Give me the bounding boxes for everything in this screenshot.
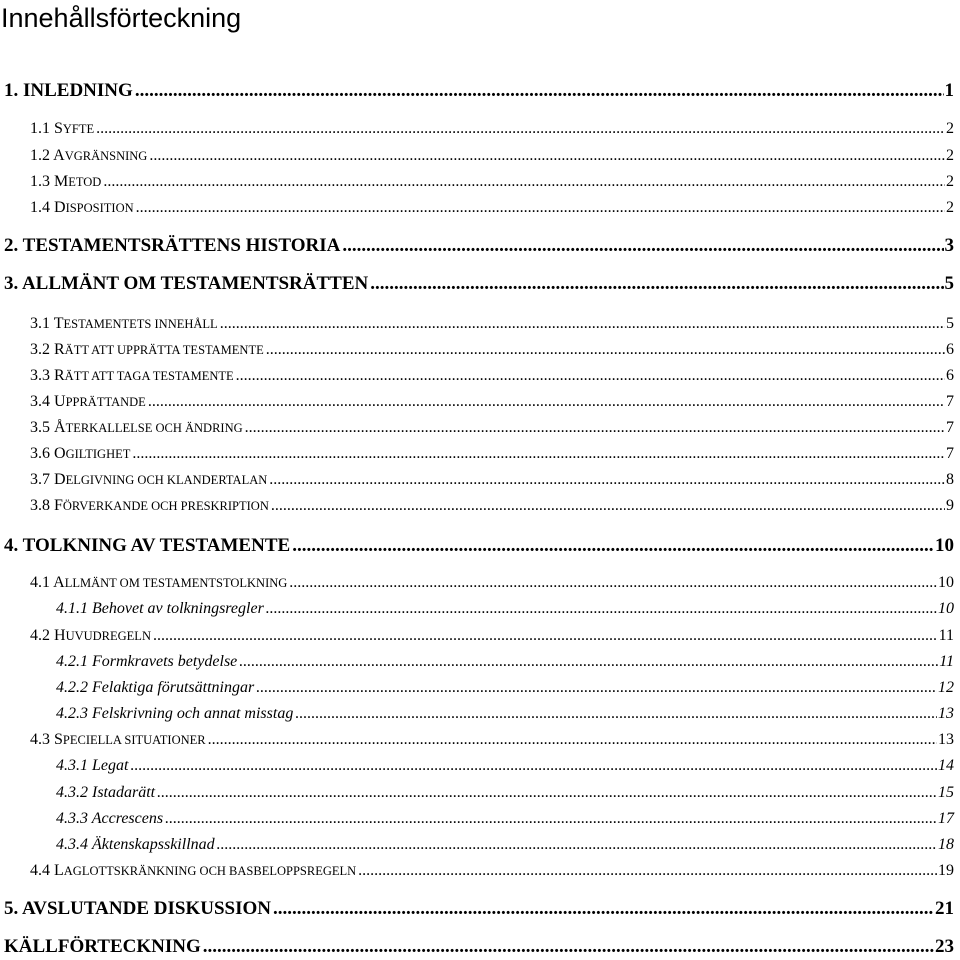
dot-leader — [266, 340, 945, 360]
toc-entry-page: 13 — [938, 731, 954, 748]
dot-leader — [295, 704, 937, 724]
toc-entry-title: ETOD — [68, 175, 102, 189]
dot-leader — [256, 678, 937, 698]
toc-entry-page: 15 — [938, 784, 954, 801]
toc-entry-label — [30, 198, 134, 218]
toc-entry-page: 7 — [946, 445, 954, 462]
toc-entry[interactable] — [4, 535, 954, 557]
toc-entry-page: 12 — [938, 679, 954, 696]
dot-leader — [208, 730, 937, 750]
toc-entry[interactable] — [56, 678, 954, 698]
toc-entry[interactable] — [4, 235, 954, 257]
toc-entry-label — [30, 146, 147, 166]
toc-entry-number: 3.7 — [30, 471, 54, 488]
dot-leader — [148, 392, 945, 412]
toc-entry-label — [4, 80, 133, 102]
toc-entry-number: 1.4 — [30, 199, 54, 216]
toc-entry-title: AVSLUTANDE DISKUSSION — [21, 898, 271, 919]
toc-entry-label — [30, 730, 206, 750]
toc-entry[interactable] — [30, 418, 954, 438]
toc-entry-title: ELGIVNING OCH KLANDERTALAN — [65, 473, 268, 487]
toc-entry-title: TOLKNING AV TESTAMENTE — [22, 535, 291, 556]
toc-entry-page: 11 — [938, 627, 954, 644]
toc-entry-label — [56, 704, 293, 724]
dot-leader — [342, 235, 943, 257]
toc-entry[interactable] — [30, 626, 954, 646]
dot-leader — [157, 783, 937, 803]
toc-entry-initial: A — [53, 147, 65, 164]
toc-entry-number: 3.1 — [30, 315, 54, 332]
toc-entry-title: PECIELLA SITUATIONER — [62, 733, 206, 747]
toc-entry-page: 5 — [946, 315, 954, 332]
toc-entry[interactable] — [30, 392, 954, 412]
toc-entry-label — [56, 599, 264, 619]
toc-entry-title: Formkravets betydelse — [92, 653, 238, 670]
toc-entry-page: 19 — [938, 862, 954, 879]
toc-entry-label — [56, 678, 254, 698]
toc-entry-title: VGRÄNSNING — [64, 149, 148, 163]
toc-entry-initial: F — [54, 497, 63, 514]
toc-entry-number: 4.2.2 — [56, 679, 92, 696]
toc-entry-number: 5. — [4, 898, 22, 919]
toc-entry-page: 2 — [946, 173, 954, 190]
toc-entry-initial: O — [54, 445, 66, 462]
dot-leader — [239, 652, 938, 672]
dot-leader — [153, 626, 938, 646]
toc-entry[interactable] — [30, 470, 954, 490]
toc-entry-initial: A — [53, 574, 65, 591]
toc-entry-label — [30, 470, 267, 490]
toc-entry-initial: L — [54, 862, 64, 879]
toc-entry-page: 14 — [938, 757, 954, 774]
toc-entry-label — [30, 392, 146, 412]
toc-entry-number: 4. — [4, 535, 23, 556]
toc-entry-number: 4.3 — [30, 731, 54, 748]
toc-entry-label — [56, 809, 163, 829]
dot-leader — [245, 418, 945, 438]
toc-entry-page: 9 — [946, 497, 954, 514]
toc-entry-label — [30, 314, 218, 334]
toc-entry-number: 3.6 — [30, 445, 54, 462]
toc-entry-label — [30, 172, 101, 192]
toc-entry-label — [30, 418, 243, 438]
toc-entry[interactable] — [30, 146, 954, 166]
toc-entry-title: Felaktiga förutsättningar — [92, 679, 255, 696]
toc-entry-initial: R — [54, 341, 65, 358]
toc-entry-title: ÄTT ATT TAGA TESTAMENTE — [64, 369, 234, 383]
toc-entry[interactable] — [4, 80, 954, 102]
toc-entry-number: 4.4 — [30, 862, 54, 879]
toc-entry-title: ÄTT ATT UPPRÄTTA TESTAMENTE — [64, 343, 264, 357]
toc-entry-title: Istadarätt — [92, 784, 156, 801]
toc-entry[interactable] — [56, 809, 954, 829]
dot-leader — [289, 573, 937, 593]
toc-entry-page: 10 — [935, 535, 954, 556]
dot-leader — [269, 470, 945, 490]
toc-entry-page: 2 — [946, 199, 954, 216]
toc-entry-page: 7 — [946, 419, 954, 436]
dot-leader — [132, 444, 945, 464]
toc-entry[interactable] — [56, 756, 954, 776]
toc-entry-page: 5 — [944, 273, 954, 294]
toc-entry-page: 7 — [946, 393, 954, 410]
toc-entry[interactable] — [56, 704, 954, 724]
toc-entry[interactable] — [30, 496, 954, 516]
toc-entry-title: INLEDNING — [23, 80, 133, 101]
toc-entry-page: 21 — [935, 898, 954, 919]
toc-entry-page: 23 — [935, 936, 954, 957]
toc-entry-number: 3.3 — [30, 367, 54, 384]
toc-entry[interactable] — [4, 936, 954, 958]
toc-entry-number: 4.1.1 — [56, 600, 92, 617]
dot-leader — [149, 146, 945, 166]
toc-entry-page: 1 — [944, 80, 954, 101]
toc-entry-title: ESTAMENTETS INNEHÅLL — [63, 317, 218, 331]
toc-entry-title: LLMÄNT OM TESTAMENTSTOLKNING — [64, 576, 288, 590]
toc-entry[interactable] — [56, 599, 954, 619]
toc-entry-title: Accrescens — [91, 810, 164, 827]
toc-entry-title: Felskrivning och annat misstag — [92, 705, 294, 722]
toc-entry-number: 4.2.1 — [56, 653, 92, 670]
toc-entry[interactable] — [30, 198, 954, 218]
toc-entry[interactable] — [56, 783, 954, 803]
dot-leader — [96, 119, 945, 139]
dot-leader — [136, 198, 945, 218]
toc-entry-number: 1.2 — [30, 147, 54, 164]
toc-entry[interactable] — [4, 273, 954, 295]
dot-leader — [273, 898, 934, 920]
toc-entry-page: 18 — [938, 836, 954, 853]
toc-entry-label — [30, 496, 269, 516]
toc-entry-page: 8 — [946, 471, 954, 488]
toc-entry-label — [30, 340, 264, 360]
toc-entry-initial: T — [53, 315, 64, 332]
toc-entry[interactable] — [30, 573, 954, 593]
toc-entry-label — [56, 835, 215, 855]
dot-leader — [271, 496, 945, 516]
toc-entry-number: 3.4 — [30, 393, 54, 410]
toc-entry[interactable] — [30, 861, 954, 881]
toc-entry-title: TESTAMENTSRÄTTENS HISTORIA — [22, 235, 341, 256]
toc-entry[interactable] — [30, 366, 954, 386]
toc-entry-label — [56, 652, 237, 672]
toc-entry-title: ÖRVERKANDE OCH PRESKRIPTION — [62, 499, 269, 513]
toc-entry-title: PPRÄTTANDE — [65, 395, 146, 409]
toc-entry[interactable] — [30, 340, 954, 360]
toc-entry-number: 1.1 — [30, 120, 54, 137]
toc-entry-label — [30, 861, 356, 881]
toc-entry-page: 17 — [938, 810, 954, 827]
dot-leader — [236, 366, 945, 386]
toc-entry-page: 11 — [939, 653, 954, 670]
toc-entry-label — [56, 756, 128, 776]
toc-entry-title: ISPOSITION — [65, 201, 134, 215]
toc-entry-label — [56, 783, 155, 803]
toc-entry[interactable] — [30, 314, 954, 334]
toc-entry-title: GILTIGHET — [65, 447, 131, 461]
toc-entry[interactable] — [4, 898, 954, 920]
toc-entry[interactable] — [56, 835, 954, 855]
toc-entry[interactable] — [30, 119, 954, 139]
toc-entry-page: 6 — [946, 367, 954, 384]
dot-leader — [203, 936, 934, 958]
toc-entry-label — [4, 535, 290, 557]
toc-entry-number: 3. — [4, 273, 22, 294]
toc-entry-page: 2 — [946, 120, 954, 137]
dot-leader — [266, 599, 937, 619]
toc-entry-initial: U — [54, 393, 66, 410]
toc-entry-label — [4, 273, 368, 295]
toc-entry-page: 10 — [938, 600, 954, 617]
toc-entry-title: Äktenskapsskillnad — [92, 836, 215, 853]
toc-entry-number: 3.8 — [30, 497, 54, 514]
toc-entry-label — [30, 626, 151, 646]
toc-entry-page: 3 — [944, 235, 954, 256]
toc-entry-title: UVUDREGELN — [65, 629, 151, 643]
toc-entry-title: KÄLLFÖRTECKNING — [4, 936, 201, 957]
toc-entry-page: 10 — [938, 574, 954, 591]
toc-entry-label — [30, 119, 94, 139]
toc-entry-page: 6 — [946, 341, 954, 358]
toc-entry[interactable] — [30, 444, 954, 464]
toc-entry-number: 1. — [4, 80, 23, 101]
toc-entry-number: 4.3.4 — [56, 836, 92, 853]
dot-leader — [130, 756, 937, 776]
toc-entry-number: 4.3.2 — [56, 784, 92, 801]
toc-entry-initial: H — [54, 627, 66, 644]
toc-entry-page: 13 — [938, 705, 954, 722]
dot-leader — [292, 535, 934, 557]
toc-entry-initial: D — [54, 199, 66, 216]
toc-entry-label — [30, 444, 130, 464]
toc-entry-label — [4, 936, 201, 958]
toc-entry-title: AGLOTTSKRÄNKNING OCH BASBELOPPSREGELN — [63, 864, 357, 878]
toc-entry-title: ALLMÄNT OM TESTAMENTSRÄTTEN — [21, 273, 369, 294]
toc-entry-label — [30, 573, 287, 593]
toc-entry[interactable] — [30, 730, 954, 750]
toc-entry-initial: R — [54, 367, 65, 384]
toc-entry-number: 1.3 — [30, 173, 54, 190]
page-title: Innehållsförteckning — [1, 3, 242, 33]
toc-entry-number: 3.5 — [30, 419, 54, 436]
toc-entry-label — [4, 898, 271, 920]
toc-entry-label — [30, 366, 234, 386]
toc-entry-number: 4.1 — [30, 574, 54, 591]
toc-entry[interactable] — [30, 172, 954, 192]
dot-leader — [358, 861, 937, 881]
toc-entry-initial: S — [54, 731, 63, 748]
toc-entry-number: 4.3.1 — [56, 757, 92, 774]
toc-entry-title: Legat — [92, 757, 129, 774]
dot-leader — [165, 809, 937, 829]
toc-entry-label — [4, 235, 340, 257]
toc-entry-title: TERKALLELSE OCH ÄNDRING — [65, 421, 243, 435]
toc-entry[interactable] — [56, 652, 954, 672]
toc-entry-number: 2. — [4, 235, 23, 256]
dot-leader — [103, 172, 945, 192]
toc-entry-title: Behovet av tolkningsregler — [92, 600, 264, 617]
toc-entry-page: 2 — [946, 147, 954, 164]
dot-leader — [135, 80, 944, 102]
toc-entry-initial: D — [54, 471, 66, 488]
toc-entry-number: 3.2 — [30, 341, 54, 358]
dot-leader — [217, 835, 937, 855]
toc-entry-initial: S — [54, 120, 63, 137]
toc-entry-number: 4.2.3 — [56, 705, 92, 722]
toc-entry-title: YFTE — [62, 122, 95, 136]
toc-entry-initial: Å — [54, 419, 66, 436]
dot-leader — [220, 314, 945, 334]
toc-entry-initial: M — [54, 173, 69, 190]
toc-entry-number: 4.3.3 — [56, 810, 92, 827]
dot-leader — [370, 273, 943, 295]
toc-entry-number: 4.2 — [30, 627, 54, 644]
